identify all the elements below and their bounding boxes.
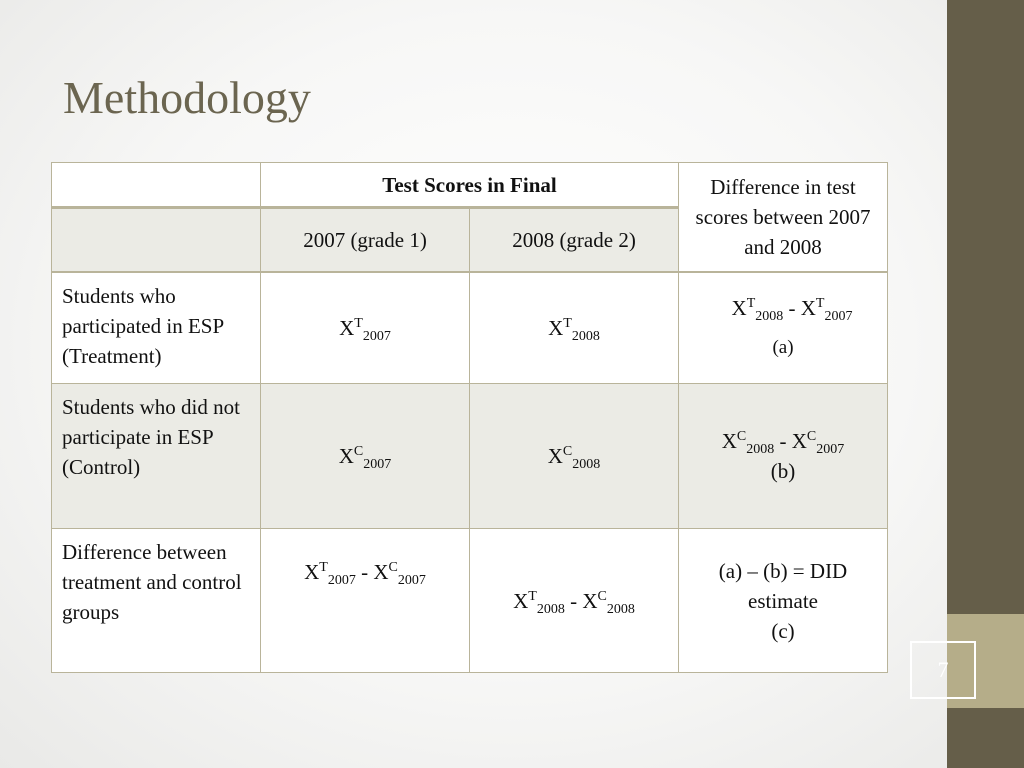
header-empty-cell <box>51 162 261 208</box>
expr-xc-2007: $X^C_{2007}$ <box>338 444 392 473</box>
row-treatment-2008 <box>469 272 679 384</box>
row-treatment-label-text: Students who participated in ESP (Treatment) <box>62 284 224 368</box>
row-control-2007 <box>260 383 470 529</box>
header-empty-cell-2 <box>51 206 261 274</box>
row-treatment-diff-content <box>714 293 853 363</box>
row-treatment-label <box>51 272 261 384</box>
row-control-label-text: Students who did not participate in ESP (Control) <box>62 395 240 479</box>
did-estimate <box>719 556 847 646</box>
row-difference-2007 <box>260 528 470 673</box>
tag-b: (b) <box>770 459 796 483</box>
expr-xt-2008: $X^T_{2008}$ <box>548 316 600 345</box>
did-line-3: (c) <box>771 618 795 643</box>
header-col-2007-label: 2007 (grade 1) <box>303 228 427 252</box>
expr-control-diff: $X^C_{2008} - X^C_{2007}$ <box>721 429 845 458</box>
expr-diff-2008: $X^T_{2008} - X^C_{2008}$ <box>513 588 635 617</box>
header-test-scores <box>260 162 679 208</box>
header-difference <box>678 162 888 274</box>
expr-xc-2008: $X^C_{2008}$ <box>547 444 601 473</box>
row-difference-label <box>51 528 261 673</box>
expr-diff-2007: $X^T_{2007} - X^C_{2007}$ <box>304 560 426 589</box>
row-control-diff <box>678 383 888 529</box>
tag-a: (a) <box>772 337 794 358</box>
expr-treatment-diff: $X^T_{2008} - X^T_{2007}$ <box>731 296 853 325</box>
row-treatment-2007 <box>260 272 470 384</box>
row-control-label <box>51 383 261 529</box>
did-line-2: estimate <box>748 588 818 613</box>
slide-title: Methodology <box>63 72 311 123</box>
row-difference-label-text: Difference between treatment and control groups <box>62 540 242 624</box>
header-test-scores-label: Test Scores in Final <box>382 173 557 197</box>
page-number <box>910 641 976 699</box>
expr-xt-2007: $X^T_{2007}$ <box>339 316 391 345</box>
header-col-2007 <box>260 206 470 274</box>
row-treatment-diff <box>678 272 888 384</box>
header-col-2008 <box>469 206 679 274</box>
header-difference-label: Difference in test scores between 2007 and 2008 <box>695 175 871 259</box>
row-control-2008 <box>469 383 679 529</box>
header-col-2008-label: 2008 (grade 2) <box>512 228 636 252</box>
row-difference-diff <box>678 528 888 673</box>
row-control-diff-content <box>722 426 845 486</box>
did-line-1: (a) – (b) = DID <box>718 558 848 583</box>
row-difference-2008 <box>469 528 679 673</box>
page-number-text: 7 <box>937 657 949 682</box>
